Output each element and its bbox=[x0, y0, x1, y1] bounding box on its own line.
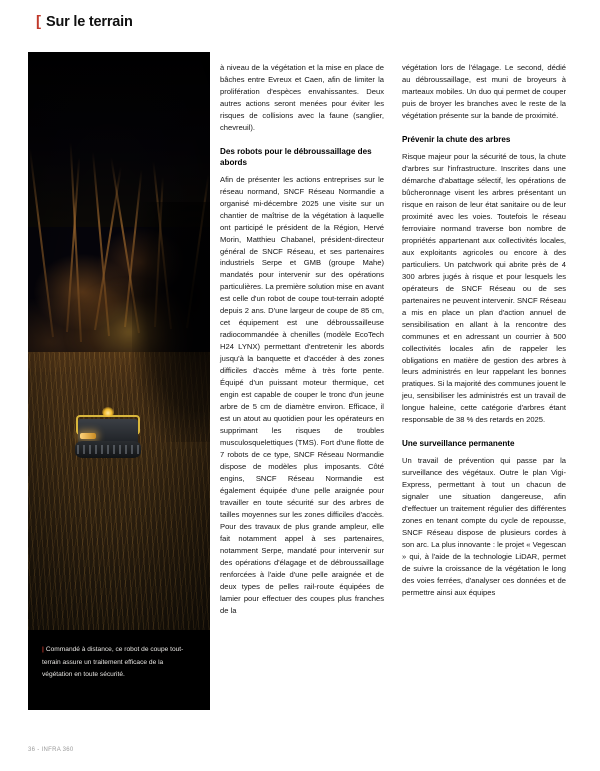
section-heading-surveillance: Une surveillance permanente bbox=[402, 439, 515, 449]
robot-headlamp bbox=[80, 433, 96, 439]
red-bracket-icon: [ bbox=[36, 13, 41, 30]
rubric-title: Sur le terrain bbox=[46, 14, 133, 30]
paragraph-robots: Afin de présenter les actions entreprises sur le réseau normand, SNCF Réseau Normandie a organisé mi-décembre 2025 une visite sur un chantier de maîtrise de la végétation à laquelle ont participé le président de la Région, Hervé Morin, Matthieu Chabanel, président-directeur général de SNCF Réseau, et ses partenaires industriels Serpe et GMB (groupe Mahe) mandatés pour intervenir sur des opérations particulières. La première solution mise en avant est celle d'un robot de coupe tout-terrain adopté depuis 2 ans. D'une largeur de coupe de 85 cm, cet équipement est une débroussailleuse radiocommandée à chenilles (modèle EcoTech H24 LYNX) permettant d'entretenir les abords jusqu'à la banquette et d'accéder à des zones difficiles d'accès même à très forte pente. Équipé d'un puissant moteur thermique, cet engin est capable de couper le tronc d'un jeune arbre de 5 cm de diamètre environ. Efficace, il est un atout au quotidien pour les opérateurs en supprimant les risques de troubles musculosquelettiques (TMS). Fort d'une flotte de 7 robots de ce type, SNCF Réseau Normandie dispose de modèles plus imposants. Côté engins, SNCF Réseau Normandie est également équipée d'une pelle araignée pour travailler en toute sécurité sur des arbres de tailles moyennes sur les zones difficiles d'accès. Pour des travaux de plus grande ampleur, elle fait notamment appel à ses partenaires, notamment Serpe, mandaté pour intervenir sur des opérations d'élagage et de débroussaillage renforcées à l'aide d'une pelle araignée et de deux types de pelles rail-route équipées de lamier pour effectuer des coupes plus franches de la bbox=[220, 174, 384, 616]
paragraph-continuation: végétation lors de l'élagage. Le second, dédié au débroussaillage, est muni de broyeurs à marteaux mobiles. Un duo qui permet de couper puis de broyer les branches avec le reste de la végétation présente sur la bande de proximité. bbox=[402, 63, 566, 120]
mowing-robot bbox=[72, 407, 146, 465]
robot-beacon-light bbox=[102, 407, 114, 417]
robot-track bbox=[75, 441, 141, 458]
caption-tick-icon: | bbox=[42, 646, 44, 653]
page-folio: 36 - INFRA 360 bbox=[28, 747, 74, 753]
paragraph-surveillance: Un travail de prévention qui passe par la surveillance des végétaux. Outre le plan Vigi-Express, permettant à tout un chacun de signaler une situation dangereuse, afin d'effectuer un traitement régulier des différentes zones en tenant compte du cycle de repousse, SNCF Réseau dispose de plusieurs cordes à son arc. La plus innovante : le projet « Vegescan » qui, à l'aide de la technologie LiDAR, permet de suivre la croissance de la végétation le long des voies ferrées, d'analyser ces données et de permettre ainsi aux équipes bbox=[402, 456, 566, 598]
section-heading-chute-arbres: Prévenir la chute des arbres bbox=[402, 134, 511, 144]
night-photo bbox=[28, 52, 210, 630]
photo-dark-area bbox=[132, 202, 210, 442]
photo-caption-text: Commandé à distance, ce robot de coupe tout-terrain assure un traitement efficace de la végétation en toute sécurité. bbox=[42, 646, 184, 679]
section-heading-robots: Des robots pour le débroussaillage des abords bbox=[220, 146, 372, 167]
page-header bbox=[36, 14, 133, 30]
paragraph-continuation: à niveau de la végétation et la mise en place de bâches entre Evreux et Caen, afin de limiter la prolifération d'espèces envahissantes. Deux autres actions seront menées pour éviter les risques de collisions avec la faune (sanglier, chevreuil). bbox=[220, 63, 384, 132]
paragraph-chute-arbres: Risque majeur pour la sécurité de tous, la chute d'arbres sur l'infrastructure. Inscrites dans une démarche d'abattage sélectif, les opérations de bûcheronnage visent les arbres présentant un risque en raison de leur état sanitaire ou de leur proximité avec les voies. Toutefois le réseau ferroviaire normand traverse bon nombre de propriétés appartenant aux collectivités locales, aux exploitants agricoles ou encore à des particuliers. Un patchwork qui abrite près de 4 300 arbres jugés à risque et pour lesquels les opérateurs de SNCF Réseau ou de ses partenaires ne peuvent intervenir. SNCF Réseau a mis en place un plan d'action annuel de sensibilisation en allant à la rencontre des communes et en adressant un courrier à 500 collectivités locales afin de rappeler les obligations en matière de gestion des arbres à leurs administrés en leur rappelant les bonnes pratiques. Si la majorité des communes jouent le jeu, sensibiliser les administrés est un travail de longue haleine, cette catégorie d'arbres étant responsable de 38 % des retards en 2025. bbox=[402, 151, 566, 425]
photo-caption bbox=[42, 644, 194, 682]
photo-caption-block bbox=[28, 630, 210, 710]
photo-block bbox=[28, 52, 210, 710]
text-column-right bbox=[402, 62, 566, 599]
text-column-middle bbox=[220, 62, 384, 617]
